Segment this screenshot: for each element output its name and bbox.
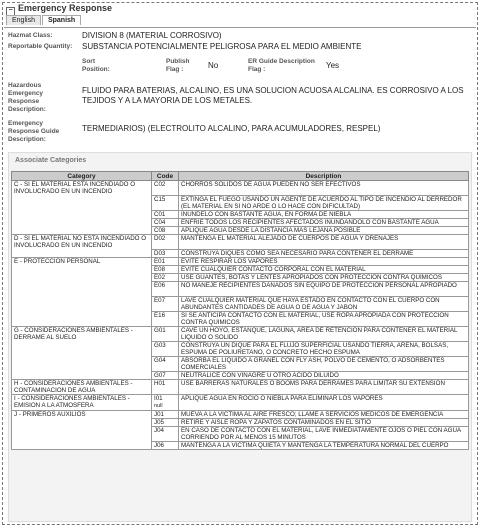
code-cell: J06 — [152, 442, 179, 450]
description-cell: MANTENGA A LA VICTIMA QUIETA Y MANTENGA LA TEMPERATURA NORMAL DEL CUERPO — [179, 442, 469, 450]
description-cell: SI SE ANTICIPA CONTACTO CON EL MATERIAL, USE ROPA APROPIADA CON PROTECCION CONTRA QUIMICOS — [179, 312, 469, 327]
category-cell: G - CONSIDERACIONES AMBIENTALES - DERRAME AL SUELO — [12, 327, 152, 380]
description-cell: EN CASO DE CONTACTO CON EL MATERIAL, LAVE INMEDIATAMENTE OJOS O PIEL CON AGUA CORRIENDO POR AL MENOS 15 MINUTOS — [179, 427, 469, 442]
code-cell: E06 — [152, 282, 179, 297]
description-cell: APLIQUE AGUA DESDE LA DISTANCIA MAS LEJANA POSIBLE — [179, 227, 469, 235]
description-cell: CHORROS SOLIDOS DE AGUA PUEDEN NO SER EFECTIVOS — [179, 181, 469, 196]
reportable-quantity-value: SUBSTANCIA POTENCIALMENTE PELIGROSA PARA EL MEDIO AMBIENTE — [82, 42, 362, 51]
code-cell: C04 — [152, 219, 179, 227]
hazmat-class-label: Hazmat Class: — [8, 32, 53, 39]
table-row[interactable] — [12, 327, 469, 342]
header-description[interactable]: Description — [179, 172, 469, 181]
description-cell: ABSORBA EL LIQUIDO A GRANEL CON FLY ASH, POLVO DE CEMENTO, O ADSORBENTES COMERCIALES — [179, 357, 469, 372]
code-cell: C01 — [152, 211, 179, 219]
code-cell: E01 — [152, 258, 179, 266]
table-row[interactable] — [12, 411, 469, 419]
description-cell: CAVE UN HOYO, ESTANQUE, LAGUNA, AREA DE RETENCION PARA CONTENER EL MATERIAL LIQUIDO O SOLIDO — [179, 327, 469, 342]
tab-english[interactable]: English — [6, 15, 41, 25]
guide-description-value: TERMEDIARIOS) (ELECTROLITO ALCALINO, PARA ACUMULADORES, RESPEL) — [82, 124, 381, 133]
description-cell: INUNDELO CON BASTANTE AGUA, EN FORMA DE NIEBLA — [179, 211, 469, 219]
table-body — [12, 181, 469, 450]
hazardous-description-value: FLUIDO PARA BATERIAS, ALCALINO, ES UNA SOLUCION ACUOSA ALCALINA. ES CORROSIVO A LOS TEJIDOS Y A LA MAYORIA DE LOS METALES. — [82, 86, 464, 105]
code-cell: G04 — [152, 357, 179, 372]
code-cell: E07 — [152, 297, 179, 312]
description-cell: LAVE CUALQUIER MATERIAL QUE HAYA ESTADO EN CONTACTO CON EL CUERPO CON ABUNDANTES CANTIDADES DE AGUA O DE AGUA Y JABON — [179, 297, 469, 312]
guide-description-label: Emergency Response Guide Description: — [8, 120, 60, 143]
code-cell: E02 — [152, 274, 179, 282]
description-cell: NEUTRALICE CON VINAGRE U OTRO ACIDO DILUIDO — [179, 372, 469, 380]
er-guide-flag-value: Yes — [326, 61, 340, 70]
code-cell: J01 — [152, 411, 179, 419]
code-cell: E16 — [152, 312, 179, 327]
header-category[interactable]: Category — [12, 172, 152, 181]
description-cell: USE BARRERAS NATURALES O BOOMS PARA DERRAMES PARA LIMITAR SU EXTENSION — [179, 380, 469, 395]
sort-position-label: Sort Position: — [82, 58, 110, 73]
description-cell: EVITE CUALQUIER CONTACTO CORPORAL CON EL MATERIAL — [179, 266, 469, 274]
associate-categories-title: Associate Categories — [15, 157, 87, 164]
code-cell: C02 — [152, 181, 179, 196]
code-cell: G01 — [152, 327, 179, 342]
panel-title: − Emergency Response — [6, 3, 112, 16]
code-cell: C15 — [152, 196, 179, 211]
code-cell: D03 — [152, 250, 179, 258]
table-row[interactable] — [12, 258, 469, 266]
description-cell: ENFRIE TODOS LOS RECIPIENTES AFECTADOS INUNDANDOLO CON BASTANTE AGUA — [179, 219, 469, 227]
table-header-row — [12, 172, 469, 181]
category-cell: D - SI EL MATERIAL NO ESTA INCENDIADO O INVOLUCRADO EN UN INCENDIO — [12, 235, 152, 258]
code-cell: J05 — [152, 419, 179, 427]
code-cell: C08 — [152, 227, 179, 235]
category-cell: J - PRIMEROS AUXILIOS — [12, 411, 152, 450]
description-cell: APLIQUE AGUA EN ROCIO O NIEBLA PARA ELIMINAR LOS VAPORES — [179, 395, 469, 411]
description-cell: CONSTRUYA UN DIQUE PARA EL FLUJO SUPERFICIAL USANDO TIERRA, ARENA, BOLSAS, ESPUMA DE POLIURETANO, O CONCRETO HECHO ESPUMA — [179, 342, 469, 357]
category-cell: C - SI EL MATERIAL ESTA INCENDIADO O INVOLUCRADO EN UN INCENDIO — [12, 181, 152, 235]
header-code[interactable]: Code — [152, 172, 179, 181]
categories-table — [11, 171, 469, 450]
code-cell: G03 — [152, 342, 179, 357]
code-cell: H01 — [152, 380, 179, 395]
reportable-quantity-label: Reportable Quantity: — [8, 43, 73, 50]
category-cell: I - CONSIDERACIONES AMBIENTALES - EMISION A LA ATMOSFERA — [12, 395, 152, 411]
table-row[interactable] — [12, 181, 469, 196]
code-cell: E08 — [152, 266, 179, 274]
description-cell: NO MANEJE RECIPIENTES DANADOS SIN EQUIPO DE PROTECCION PERSONAL APROPIADO — [179, 282, 469, 297]
description-cell: MUEVA A LA VICTIMA AL AIRE FRESCO; LLAME A SERVICIOS MEDICOS DE EMERGENCIA — [179, 411, 469, 419]
description-cell: RETIRE Y AISLE ROPA Y ZAPATOS CONTAMINADOS EN EL SITIO — [179, 419, 469, 427]
null-note: null — [154, 403, 163, 409]
publish-flag-label: Publish Flag : — [166, 58, 190, 73]
code-cell: G07 — [152, 372, 179, 380]
hazardous-description-label: Hazardous Emergency Response Description: — [8, 82, 46, 113]
description-cell: EVITE RESPIRAR LOS VAPORES — [179, 258, 469, 266]
category-cell: E - PROTECCION PERSONAL — [12, 258, 152, 327]
hazmat-class-value: DIVISION 8 (MATERIAL CORROSIVO) — [82, 31, 222, 40]
code-cell: D02 — [152, 235, 179, 250]
table-row[interactable] — [12, 235, 469, 250]
table-row[interactable] — [12, 380, 469, 395]
description-cell: MANTENGA EL MATERIAL ALEJADO DE CUERPOS DE AGUA Y DRENAJES — [179, 235, 469, 250]
description-cell: CONSTRUYA DIQUES COMO SEA NECESARIO PARA CONTENER EL DERRAME — [179, 250, 469, 258]
language-tabs — [6, 15, 82, 27]
category-cell: H - CONSIDERACIONES AMBIENTALES - CONTAMINACION DE AGUA — [12, 380, 152, 395]
description-cell: EXTINGA EL FUEGO USANDO UN AGENTE DE ACUERDO AL TIPO DE INCENDIO AL DERREDOR (EL MATERIAL EN SI NO ARDE O LO HACE CON DIFICULTAD) — [179, 196, 469, 211]
tab-divider — [4, 27, 476, 28]
tab-spanish[interactable]: Spanish — [42, 15, 81, 25]
table-row[interactable] — [12, 395, 469, 411]
code-cell: J04 — [152, 427, 179, 442]
publish-flag-value: No — [208, 61, 219, 70]
code-cell: I01 null — [152, 395, 179, 411]
collapse-icon[interactable]: − — [6, 7, 15, 16]
er-guide-flag-label: ER Guide Description Flag : — [248, 58, 315, 73]
description-cell: USE GUANTES, BOTAS Y LENTES APROPIADOS CON PROTECCION CONTRA QUIMICOS — [179, 274, 469, 282]
